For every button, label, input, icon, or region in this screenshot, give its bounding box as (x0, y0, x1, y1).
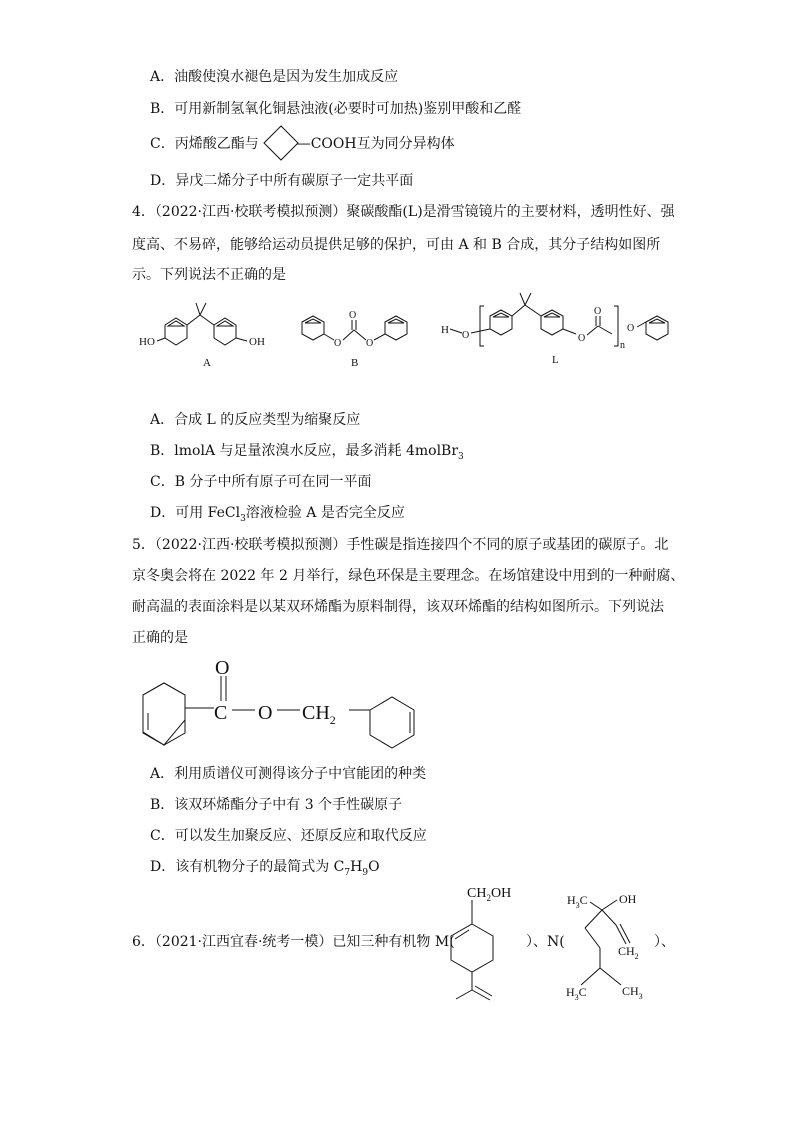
q5-option-d-h: H (350, 859, 363, 875)
n-sub2: 2 (634, 952, 639, 961)
n-c-text: C (579, 893, 588, 907)
m-ch2oh-label (467, 886, 511, 903)
carbonyl-oxygen-label: O (215, 657, 230, 679)
label-l: L (552, 354, 559, 366)
oh-label: OH (249, 336, 265, 348)
q5-stem-line1: 5．（2022·江西·校联考模拟预测）手性碳是指连接四个不同的原子或基团的碳原子。北 (132, 537, 669, 553)
o-link-label: O (462, 330, 470, 341)
n-oh-label: OH (619, 892, 637, 906)
n-h3c-label (567, 893, 588, 910)
n-sub3: 3 (575, 901, 580, 910)
q3-option-a: A．油酸使溴水褪色是因为发生加成反应 (150, 69, 399, 85)
q5-option-d-o: O (368, 859, 380, 875)
ho-label: HO (139, 336, 155, 348)
carbon-label: C (214, 702, 228, 724)
label-a: A (203, 357, 211, 369)
n-ch3-right-label (622, 984, 643, 1001)
carbonyl-o-label-l: O (594, 306, 602, 317)
q6-stem-text: 6．（2021·江西宜春·统考一模）已知三种有机物 M( (132, 934, 455, 950)
ch-text: CH (302, 702, 330, 724)
h-end-label: H (441, 324, 449, 336)
ch2-subscript: 2 (329, 713, 336, 727)
q6-end: ）、 (654, 934, 675, 950)
molecule-m-structure (451, 886, 511, 1000)
q5-stem-line3: 耐高温的表面涂料是以某双环烯酯为原料制得，该双环烯酯的结构如图所示。下列说法 (132, 599, 664, 615)
ester-o-label-1: O (334, 338, 342, 349)
n-h-left: H (566, 985, 575, 999)
q5-option-d-text: D．该有机物分子的最简式为 C (150, 859, 345, 875)
n-sub3-left: 3 (574, 993, 579, 1002)
ester-oxygen-label: O (258, 702, 273, 724)
o-end-label: O (627, 323, 635, 334)
label-b: B (351, 357, 359, 369)
n-c-left: C (578, 985, 587, 999)
q4-stem-line3: 示。下列说法不正确的是 (132, 267, 286, 283)
q4-option-d-sub: 3 (240, 513, 246, 524)
q4-option-c: C．B 分子中所有原子可在同一平面 (150, 474, 372, 490)
q4-option-b-sub: 3 (458, 451, 464, 462)
carbonyl-o-label: O (349, 310, 357, 321)
q4-option-b-text: B．lmolA 与足量浓溴水反应，最多消耗 4molBr (150, 443, 459, 459)
molecule-n-structure (566, 892, 643, 1002)
q4-option-d-tail: 溶液检验 A 是否完全反应 (245, 505, 405, 521)
n-subscript: n (620, 340, 625, 351)
q5-stem-line4: 正确的是 (132, 630, 188, 646)
q3-option-b: B．可用新制氢氧化铜悬浊液(必要时可加热)鉴别甲酸和乙醛 (150, 101, 522, 117)
m-oh-text: OH (490, 886, 512, 901)
q4-stem-line2: 度高、不易碎，能够给运动员提供足够的保护，可由 A 和 B 合成，其分子结构如图所 (132, 237, 661, 253)
n-sub3-right: 3 (638, 992, 643, 1001)
q5-option-b: B．该双环烯酯分子中有 3 个手性碳原子 (150, 797, 403, 813)
q3-option-d: D．异戊二烯分子中所有碳原子一定共平面 (150, 173, 414, 189)
n-ch-right: CH (622, 984, 639, 998)
o-link-label-2: O (578, 333, 586, 344)
m-ch-text: CH (467, 886, 487, 901)
n-ch-text: CH (618, 944, 635, 958)
q5-option-d-sub2: 9 (362, 867, 369, 878)
q4-stem-line1: 4．（2022·江西·校联考模拟预测）聚碳酸酯(L)是滑雪镜镜片的主要材料，透明性好、强 (132, 204, 675, 220)
n-h-text: H (567, 893, 576, 907)
n-ch3-left-label (566, 985, 587, 1002)
q3-option-c-text: C．丙烯酸乙酯与 (150, 136, 259, 152)
q5-option-d-sub1: 7 (344, 867, 351, 878)
n-ch2-label (618, 944, 639, 961)
q3-option-c-tail: 互为同分异构体 (356, 136, 455, 152)
q4-option-d-text: D．可用 FeCl (150, 505, 241, 521)
cooh-group: —COOH (296, 136, 357, 152)
q5-option-a: A．利用质谱仪可测得该分子中官能团的种类 (150, 766, 427, 782)
q5-stem-line2: 京冬奥会将在 2022 年 2 月举行，绿色环保是主要理念。在场馆建设中用到的一种耐腐、 (132, 568, 685, 584)
q6-separator: ）、N( (526, 934, 565, 950)
ester-o-label-2: O (366, 338, 374, 349)
m-sub2: 2 (486, 893, 491, 903)
q4-option-a: A．合成 L 的反应类型为缩聚反应 (150, 412, 361, 428)
q5-option-c: C．可以发生加聚反应、还原反应和取代反应 (150, 828, 427, 844)
